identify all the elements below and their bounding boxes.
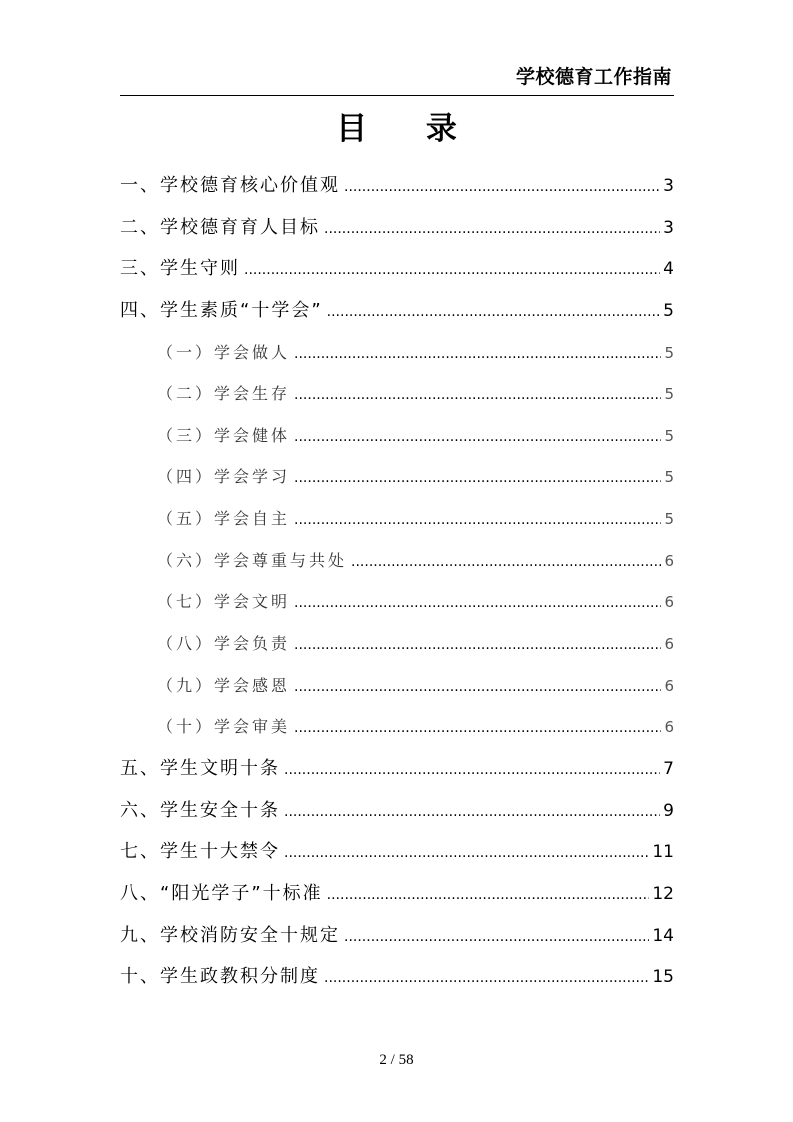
toc-dot-leader bbox=[294, 585, 661, 621]
toc-entry-label: （八）学会负责 bbox=[157, 634, 291, 654]
toc-dot-leader bbox=[344, 169, 660, 205]
toc-subentry-5[interactable] bbox=[120, 501, 674, 543]
table-of-contents bbox=[120, 168, 674, 1001]
toc-entry-6[interactable] bbox=[120, 793, 674, 835]
toc-entry-page: 3 bbox=[663, 217, 674, 238]
toc-entry-page: 5 bbox=[664, 385, 674, 404]
toc-dot-leader bbox=[284, 794, 660, 830]
toc-subentry-10[interactable] bbox=[120, 709, 674, 751]
header-divider bbox=[120, 95, 674, 96]
toc-entry-page: 11 bbox=[652, 842, 674, 863]
toc-entry-page: 5 bbox=[664, 426, 674, 445]
toc-dot-leader bbox=[294, 419, 661, 455]
toc-entry-page: 4 bbox=[663, 259, 674, 280]
toc-entry-9[interactable] bbox=[120, 918, 674, 960]
toc-entry-label: 四、学生素质“十学会” bbox=[120, 299, 323, 321]
toc-entry-page: 6 bbox=[664, 593, 674, 612]
toc-dot-leader bbox=[294, 669, 661, 705]
toc-subentry-2[interactable] bbox=[120, 376, 674, 418]
toc-entry-page: 5 bbox=[664, 468, 674, 487]
page-number: 2 / 58 bbox=[379, 1052, 414, 1068]
toc-entry-label: （五）学会自主 bbox=[157, 509, 291, 529]
toc-entry-2[interactable] bbox=[120, 210, 674, 252]
toc-dot-leader bbox=[351, 544, 661, 580]
header-title: 学校德育工作指南 bbox=[515, 66, 672, 88]
toc-subentry-1[interactable] bbox=[120, 335, 674, 377]
toc-entry-label: 一、学校德育核心价值观 bbox=[120, 175, 340, 196]
toc-entry-page: 5 bbox=[664, 510, 674, 529]
toc-entry-label: （六）学会尊重与共处 bbox=[157, 550, 348, 570]
toc-entry-page: 3 bbox=[663, 176, 674, 196]
toc-entry-label: 十、学生政教积分制度 bbox=[120, 966, 320, 988]
toc-entry-label: （九）学会感恩 bbox=[157, 675, 291, 695]
toc-entry-page: 6 bbox=[664, 551, 674, 570]
toc-entry-label: 九、学校消防安全十规定 bbox=[120, 924, 340, 946]
toc-entry-label: （四）学会学习 bbox=[157, 467, 291, 487]
toc-entry-page: 9 bbox=[663, 800, 674, 821]
toc-dot-leader bbox=[294, 460, 661, 496]
toc-subentry-3[interactable] bbox=[120, 418, 674, 460]
toc-entry-page: 7 bbox=[663, 758, 674, 779]
toc-entry-label: 六、学生安全十条 bbox=[120, 799, 280, 821]
toc-entry-label: 五、学生文明十条 bbox=[120, 757, 280, 779]
toc-dot-leader bbox=[327, 294, 661, 330]
toc-dot-leader bbox=[324, 211, 660, 247]
toc-entry-label: 七、学生十大禁令 bbox=[120, 841, 280, 863]
toc-dot-leader bbox=[294, 502, 661, 538]
toc-entry-page: 6 bbox=[664, 635, 674, 654]
toc-entry-1[interactable] bbox=[120, 168, 674, 210]
toc-entry-label: 八、“阳光学子”十标准 bbox=[120, 882, 323, 904]
toc-entry-label: （一）学会做人 bbox=[157, 342, 291, 362]
toc-dot-leader bbox=[244, 252, 660, 288]
toc-entry-5[interactable] bbox=[120, 751, 674, 793]
toc-entry-page: 14 bbox=[652, 925, 674, 946]
toc-subentry-7[interactable] bbox=[120, 584, 674, 626]
toc-dot-leader bbox=[284, 752, 660, 788]
toc-subentry-8[interactable] bbox=[120, 626, 674, 668]
toc-entry-page: 15 bbox=[652, 967, 674, 988]
toc-entry-7[interactable] bbox=[120, 834, 674, 876]
toc-entry-4[interactable] bbox=[120, 293, 674, 335]
toc-entry-label: （七）学会文明 bbox=[157, 592, 291, 612]
toc-dot-leader bbox=[294, 627, 661, 663]
toc-entry-page: 6 bbox=[664, 676, 674, 695]
toc-dot-leader bbox=[344, 919, 649, 955]
toc-dot-leader bbox=[294, 377, 661, 413]
toc-entry-page: 12 bbox=[652, 883, 674, 904]
toc-entry-label: （三）学会健体 bbox=[157, 425, 291, 445]
toc-subentry-4[interactable] bbox=[120, 459, 674, 501]
toc-dot-leader bbox=[294, 336, 661, 372]
toc-title: 目 录 bbox=[336, 111, 481, 147]
toc-entry-3[interactable] bbox=[120, 251, 674, 293]
toc-entry-label: 二、学校德育育人目标 bbox=[120, 216, 320, 238]
toc-entry-page: 5 bbox=[663, 300, 674, 321]
toc-dot-leader bbox=[327, 877, 650, 913]
toc-entry-page: 5 bbox=[664, 343, 674, 362]
toc-entry-page: 6 bbox=[664, 718, 674, 737]
toc-entry-label: （十）学会审美 bbox=[157, 717, 291, 737]
toc-dot-leader bbox=[294, 710, 661, 746]
toc-entry-8[interactable] bbox=[120, 876, 674, 918]
toc-dot-leader bbox=[324, 960, 649, 996]
toc-dot-leader bbox=[284, 835, 649, 871]
toc-entry-label: 三、学生守则 bbox=[120, 258, 240, 280]
toc-entry-label: （二）学会生存 bbox=[157, 384, 291, 404]
toc-entry-10[interactable] bbox=[120, 959, 674, 1001]
toc-subentry-9[interactable] bbox=[120, 668, 674, 710]
toc-subentry-6[interactable] bbox=[120, 543, 674, 585]
